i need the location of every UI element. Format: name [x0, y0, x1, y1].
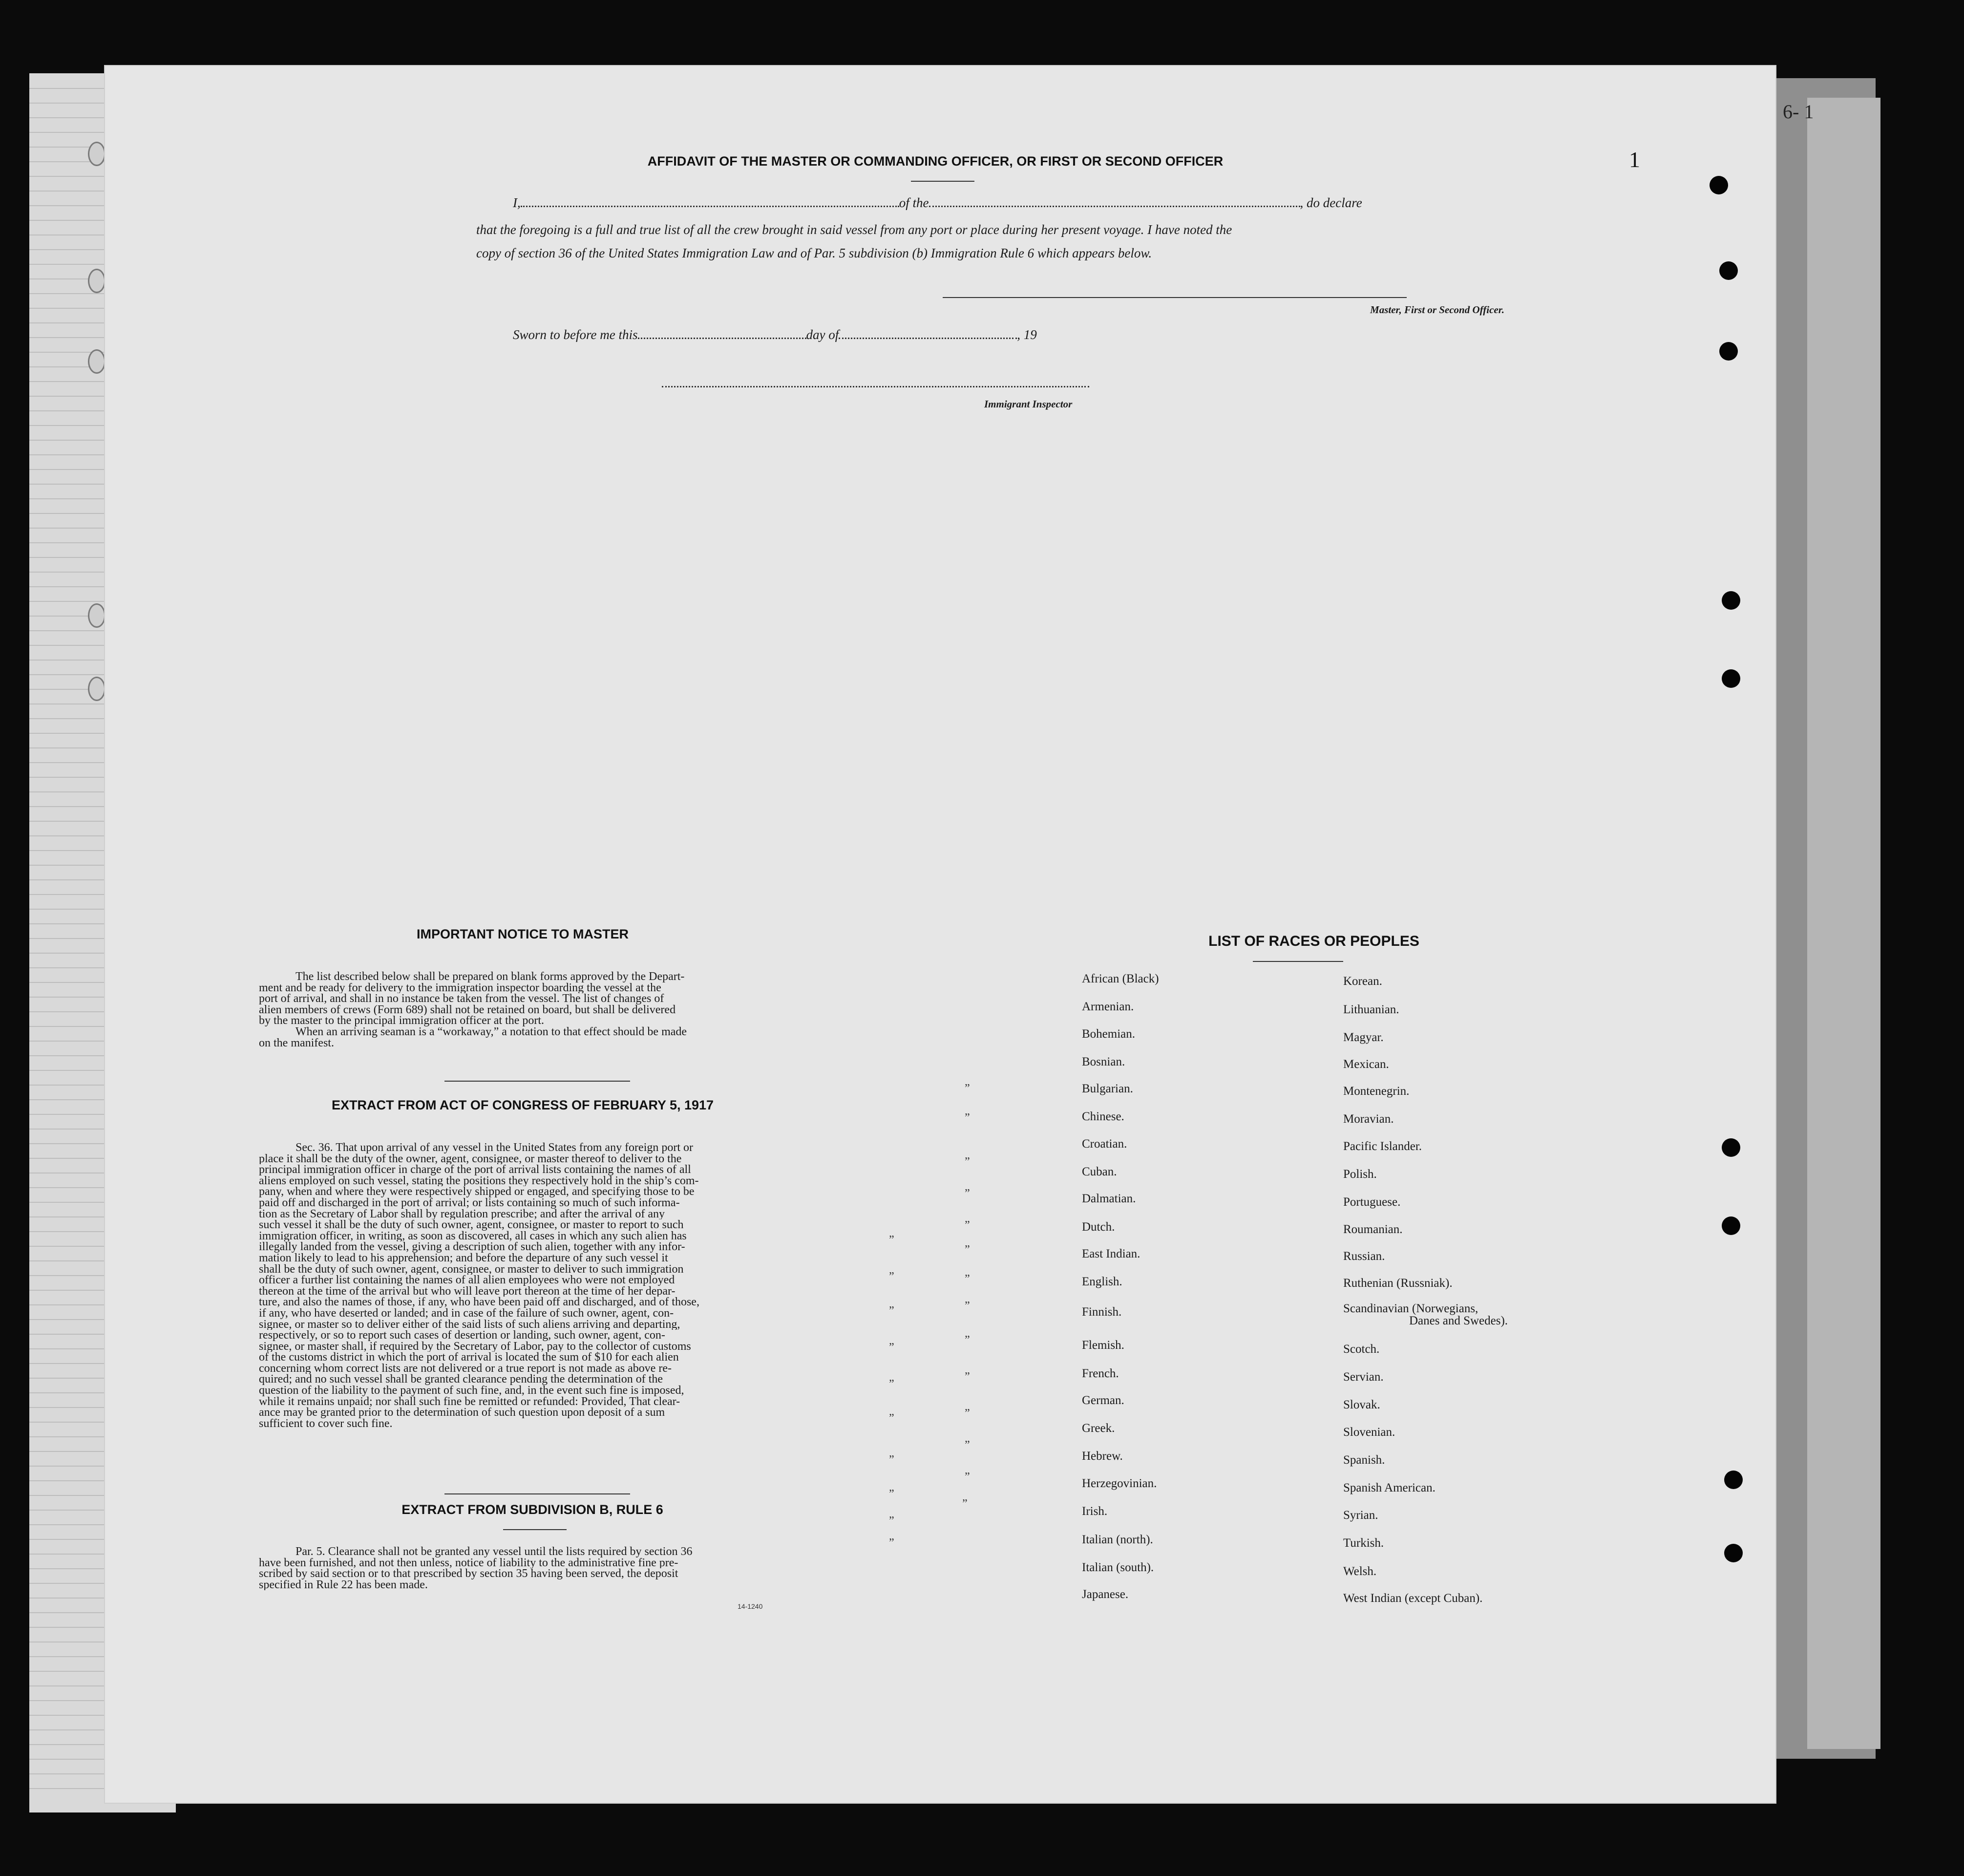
rule-extract-paragraph — [259, 1546, 774, 1590]
race-item: Servian. — [1343, 1370, 1384, 1384]
ditto-mark: ” — [889, 1514, 894, 1527]
ditto-mark: ” — [889, 1453, 894, 1466]
punch-hole — [1722, 591, 1740, 610]
race-item: Syrian. — [1343, 1509, 1378, 1522]
binder-ring-hole — [88, 349, 106, 374]
inspector-caption: Immigrant Inspector — [984, 398, 1073, 410]
text-line: question of the liability to the payment of such fine, and, in the event such fine is imposed, — [259, 1385, 684, 1396]
race-item: Ruthenian (Russniak). — [1343, 1277, 1453, 1290]
ditto-mark: ” — [965, 1082, 970, 1095]
race-item: Herzegovinian. — [1082, 1477, 1157, 1490]
race-item: Mexican. — [1343, 1058, 1389, 1071]
text-line: Sec. 36. That upon arrival of any vessel in the United States from any foreign port or — [296, 1142, 694, 1153]
race-item: Bohemian. — [1082, 1027, 1136, 1041]
race-item: Finnish. — [1082, 1305, 1122, 1319]
text-line: pany, when and where they were respectively shipped or engaged, and specifying those to be — [259, 1186, 695, 1197]
page-number: 1 — [1629, 147, 1640, 172]
manifest-sheet — [105, 66, 1775, 1803]
punch-hole — [1724, 1471, 1743, 1489]
text-line: ance may be granted prior to the determination of such question upon deposit of a sum — [259, 1407, 665, 1418]
ditto-mark: ” — [889, 1378, 894, 1390]
rule-extract-title: EXTRACT FROM SUBDIVISION B, RULE 6 — [401, 1502, 663, 1517]
text-line: sufficient to cover such fine. — [259, 1418, 393, 1429]
sworn-line — [513, 327, 1099, 342]
text-line: quired; and no such vessel shall be granted clearance pending the determination of the — [259, 1374, 663, 1386]
binder-ring-hole — [88, 677, 106, 701]
text-line: When an arriving seaman is a “workaway,” a notation to that effect should be made — [296, 1026, 687, 1038]
ditto-mark: ” — [889, 1536, 894, 1549]
races-title: LIST OF RACES OR PEOPLES — [1208, 933, 1419, 949]
ditto-mark: ” — [965, 1155, 970, 1168]
punch-hole — [1719, 261, 1738, 280]
text-line: illegally landed from the vessel, giving a description of such alien, together with any infor- — [259, 1241, 685, 1253]
race-item: English. — [1082, 1275, 1122, 1288]
race-item: Scandinavian (Norwegians, — [1343, 1302, 1478, 1315]
ditto-mark: ” — [965, 1471, 970, 1483]
text-line: signee, or master shall, if required by the Secretary of Labor, pay to the collector of customs — [259, 1341, 691, 1352]
margin-note: 6- 1 — [1783, 101, 1814, 123]
text-line: The list described below shall be prepared on blank forms approved by the Depart- — [296, 971, 685, 982]
text-line: shall be the duty of such owner, agent, consignee, or master to deliver to such immigration — [259, 1263, 684, 1275]
race-item: Flemish. — [1082, 1339, 1124, 1352]
punch-hole — [1722, 1138, 1740, 1157]
race-item: Montenegrin. — [1343, 1085, 1410, 1098]
text-line: respectively, or so to report such cases of desertion or landing, such owner, agent, con- — [259, 1330, 665, 1341]
ditto-mark: ” — [965, 1370, 970, 1383]
inspector-signature-line[interactable] — [662, 384, 1089, 387]
text-line: alien members of crews (Form 689) shall not be retained on board, but shall be delivered — [259, 1004, 676, 1016]
race-item: Slovenian. — [1343, 1426, 1395, 1439]
title-rule — [503, 1529, 567, 1530]
sworn-day-field[interactable] — [638, 338, 806, 339]
ditto-mark: ” — [965, 1407, 970, 1420]
race-item: Turkish. — [1343, 1536, 1384, 1550]
text-line: place it shall be the duty of the owner, agent, consignee, or master thereof to deliver to the — [259, 1153, 682, 1165]
race-item: German. — [1082, 1394, 1124, 1407]
text-line: tion as the Secretary of Labor shall by regulation prescribe; and after the arrival of any — [259, 1208, 665, 1220]
text-line: aliens employed on such vessel, stating the positions they respectively hold in the ship’s com- — [259, 1175, 699, 1187]
underlying-page-right-edge — [1807, 98, 1880, 1749]
text-line: ment and be ready for delivery to the immigration inspector boarding the vessel at the — [259, 982, 661, 994]
day-of-label: day of — [806, 327, 839, 342]
notice-paragraph — [259, 971, 774, 1048]
ditto-mark: ” — [965, 1219, 970, 1232]
signature-line[interactable] — [943, 297, 1407, 298]
signature-caption: Master, First or Second Officer. — [1370, 304, 1504, 316]
text-line: ture, and also the names of those, if any, who have been paid off and discharged, and of those, — [259, 1297, 699, 1308]
binder-ring-hole — [88, 603, 106, 628]
text-line: officer a further list containing the names of all alien employees who were not employed — [259, 1275, 675, 1286]
race-item: Lithuanian. — [1343, 1003, 1399, 1016]
act-extract-title: EXTRACT FROM ACT OF CONGRESS OF FEBRUARY 5, 1917 — [331, 1098, 714, 1112]
ditto-mark: ” — [965, 1243, 970, 1256]
text-line: such vessel it shall be the duty of such owner, agent, consignee, or master to report to such — [259, 1219, 684, 1231]
affidavit-title: AFFIDAVIT OF THE MASTER OR COMMANDING OFFICER, OR FIRST OR SECOND OFFICER — [647, 154, 1224, 169]
race-item: Armenian. — [1082, 1000, 1134, 1013]
officer-name-field[interactable] — [521, 206, 899, 207]
race-item: Hebrew. — [1082, 1450, 1123, 1463]
race-item: Scotch. — [1343, 1343, 1380, 1356]
ditto-mark: ” — [965, 1439, 970, 1451]
race-item: Italian (south). — [1082, 1561, 1154, 1574]
race-item: Russian. — [1343, 1250, 1385, 1263]
race-item: East Indian. — [1082, 1247, 1140, 1260]
race-item: Korean. — [1343, 975, 1382, 988]
race-item: Pacific Islander. — [1343, 1140, 1422, 1153]
race-item: Bulgarian. — [1082, 1082, 1133, 1095]
affidavit-of-the-label: of the — [899, 195, 929, 210]
ditto-mark: ” — [965, 1187, 970, 1200]
section-rule — [444, 1493, 630, 1494]
text-line: port of arrival, and shall in no instance be taken from the vessel. The list of changes of — [259, 993, 664, 1004]
text-line: scribed by said section or to that prescribed by section 35 having been served, the deposit — [259, 1568, 678, 1579]
year-label: , 19 — [1017, 327, 1037, 342]
notice-title: IMPORTANT NOTICE TO MASTER — [417, 927, 629, 941]
binder-ring-hole — [88, 142, 106, 166]
punch-hole — [1722, 669, 1740, 688]
act-extract-paragraph — [259, 1142, 774, 1429]
text-line: while it remains unpaid; nor shall such fine be remitted or refunded: Provided, That clear- — [259, 1396, 680, 1407]
race-item: Japanese. — [1082, 1588, 1129, 1601]
race-item: Dutch. — [1082, 1220, 1115, 1234]
race-item: Bosnian. — [1082, 1055, 1125, 1068]
race-item: Spanish American. — [1343, 1481, 1436, 1494]
race-item: Portuguese. — [1343, 1195, 1401, 1209]
race-item: Chinese. — [1082, 1110, 1124, 1123]
text-line: by the master to the principal immigration officer at the port. — [259, 1015, 545, 1026]
ditto-mark: ” — [889, 1234, 894, 1246]
text-line: on the manifest. — [259, 1037, 334, 1049]
race-item: Danes and Swedes). — [1409, 1314, 1508, 1327]
race-item: Croatian. — [1082, 1137, 1127, 1151]
ditto-mark: ” — [965, 1334, 970, 1346]
vessel-name-field[interactable] — [929, 206, 1300, 207]
title-rule — [1253, 961, 1343, 962]
ditto-mark: ” — [889, 1488, 894, 1500]
title-rule — [911, 181, 974, 182]
text-line: if any, who have deserted or landed; and in case of the failure of such owner, agent, con- — [259, 1307, 674, 1319]
race-item: Magyar. — [1343, 1031, 1384, 1044]
ditto-mark: ” — [965, 1273, 970, 1285]
text-line: immigration officer, in writing, as soon as discovered, all cases in which any such alien has — [259, 1230, 687, 1242]
ditto-mark: ” — [962, 1497, 968, 1510]
text-line: Par. 5. Clearance shall not be granted any vessel until the lists required by section 36 — [296, 1546, 693, 1557]
sworn-label: Sworn to before me this — [513, 327, 638, 342]
binder-ring-hole — [88, 269, 106, 293]
ditto-mark: ” — [889, 1412, 894, 1425]
punch-hole — [1719, 342, 1738, 361]
race-item: Slovak. — [1343, 1398, 1380, 1411]
text-line: concerning whom correct lists are not delivered or a true report is not made as above re- — [259, 1363, 672, 1374]
text-line: of the customs district in which the port of arrival is located the sum of $10 for each alien — [259, 1352, 679, 1363]
text-line: have been furnished, and not then unless, notice of liability to the administrative fine pre- — [259, 1557, 678, 1569]
affidavit-line-3: copy of section 36 of the United States Immigration Law and of Par. 5 subdivision (b) Immigration Rule 6 which appears below. — [476, 246, 1152, 260]
race-item: West Indian (except Cuban). — [1343, 1592, 1483, 1605]
text-line: signee, or master so to deliver either of the said lists of such aliens arriving and departing, — [259, 1319, 680, 1330]
race-item: Spanish. — [1343, 1453, 1385, 1467]
ditto-mark: ” — [965, 1111, 970, 1124]
ditto-mark: ” — [965, 1300, 970, 1312]
race-item: Welsh. — [1343, 1565, 1377, 1578]
race-item: Dalmatian. — [1082, 1192, 1136, 1205]
punch-hole — [1724, 1544, 1743, 1562]
race-item: Moravian. — [1343, 1112, 1394, 1126]
race-item: Cuban. — [1082, 1165, 1117, 1178]
race-item: Italian (north). — [1082, 1533, 1153, 1546]
affidavit-line-1 — [513, 195, 1509, 211]
text-line: principal immigration officer in charge of the port of arrival lists containing the names of all — [259, 1164, 691, 1175]
affidavit-line-2: that the foregoing is a full and true list of all the crew brought in said vessel from any port or place during her present voyage. I have noted the — [476, 222, 1232, 237]
race-item: Greek. — [1082, 1422, 1115, 1435]
race-item: Polish. — [1343, 1168, 1377, 1181]
form-number: 14-1240 — [738, 1602, 763, 1610]
affidavit-i-label: I, — [513, 195, 521, 210]
text-line: specified in Rule 22 has been made. — [259, 1579, 428, 1591]
ditto-mark: ” — [889, 1341, 894, 1354]
punch-hole — [1710, 176, 1728, 194]
sworn-month-field[interactable] — [839, 338, 1017, 339]
section-rule — [444, 1081, 630, 1082]
punch-hole — [1722, 1216, 1740, 1235]
ditto-mark: ” — [889, 1304, 894, 1317]
race-item: Roumanian. — [1343, 1223, 1403, 1236]
race-item: African (Black) — [1082, 972, 1159, 985]
race-item: French. — [1082, 1367, 1119, 1380]
affidavit-declare-label: , do declare — [1300, 195, 1362, 210]
ditto-mark: ” — [889, 1270, 894, 1283]
text-line: mation likely to lead to his apprehension; and before the departure of any such vessel it — [259, 1252, 668, 1264]
race-item: Irish. — [1082, 1505, 1108, 1518]
text-line: thereon at the time of the arrival but who will leave port thereon at the time of her depar- — [259, 1285, 676, 1297]
text-line: paid off and discharged in the port of arrival; or lists containing so much of such informa- — [259, 1197, 680, 1209]
